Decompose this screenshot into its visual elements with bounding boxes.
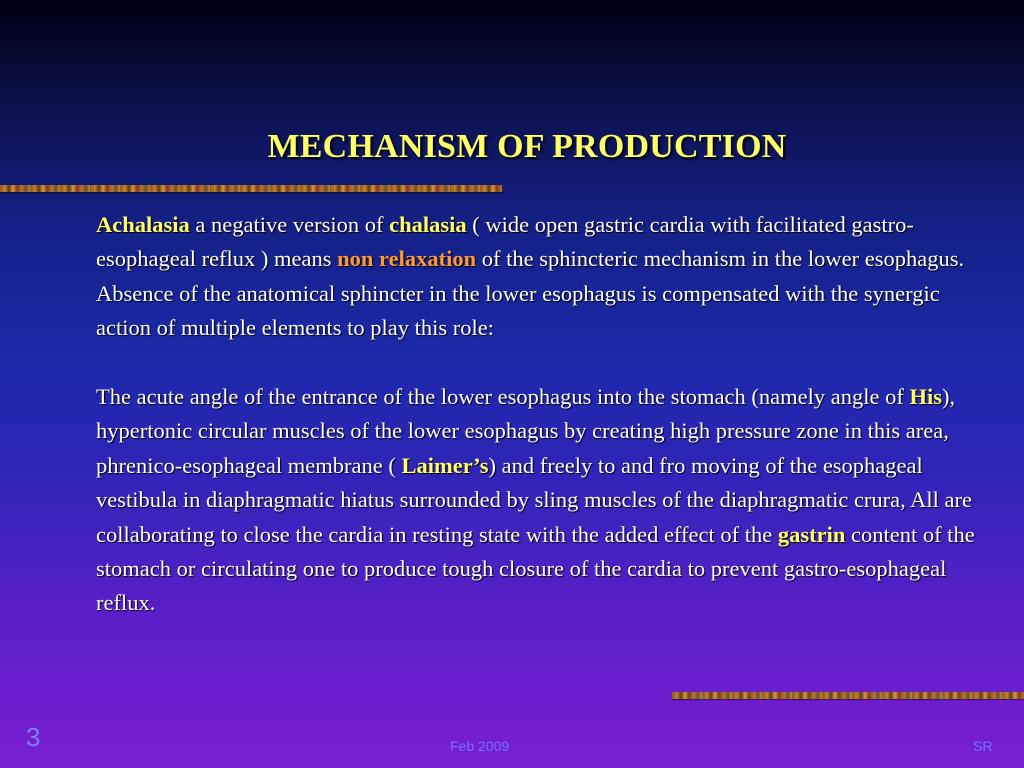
paragraph1-text-1: a negative version of — [189, 212, 390, 237]
paragraph3-text-3: ) and freely to and fro moving of the esophageal vestibula in diaphragmatic hiatus surrounded by sling muscles of the diaphragmatic crura, All are collaborating to close the cardia in resting state with the added effect of the — [96, 452, 973, 547]
paragraph-absence: Absence of the anatomical sphincter in the lower esophagus is compensated with the synergic action of multiple elements to play this role: — [96, 280, 940, 341]
paragraph3-text-4: content of the stomach or circulating one to produce tough closure of the cardia to prevent gastro-esophageal reflux. — [96, 521, 975, 616]
paragraph1-text-2: ( wide open gastric cardia with facilitated gastro-esophageal reflux ) means — [96, 212, 914, 272]
footer-initials: SR — [973, 738, 993, 754]
slide-title: MECHANISM OF PRODUCTION — [267, 128, 787, 165]
term-gastrin: gastrin — [777, 521, 846, 547]
term-chalasia: chalasia — [389, 212, 467, 237]
footer-date: Feb 2009 — [450, 738, 510, 754]
decorative-strip-top — [0, 185, 502, 192]
slide-number: 3 — [26, 722, 41, 752]
paragraph-achalasia — [96, 208, 976, 277]
paragraph-mechanisms — [96, 380, 976, 621]
term-laimers: Laimer’s — [401, 452, 489, 478]
term-achalasia: Achalasia — [96, 212, 190, 237]
slide-body — [96, 208, 976, 621]
paragraph3-text-1: The acute angle of the entrance of the lower esophagus into the stomach (namely angle of — [96, 384, 910, 410]
paragraph-spacer — [96, 346, 976, 380]
term-non-relaxation: non relaxation — [337, 246, 477, 272]
paragraph1-text-3: of the sphincteric mechanism in the lower esophagus. — [476, 246, 965, 272]
decorative-strip-bottom — [672, 692, 1024, 699]
term-his: His — [909, 384, 942, 410]
paragraph3-text-2: ), hypertonic circular muscles of the lower esophagus by creating high pressure zone in this area, phrenico-esophageal membrane ( — [96, 384, 956, 478]
